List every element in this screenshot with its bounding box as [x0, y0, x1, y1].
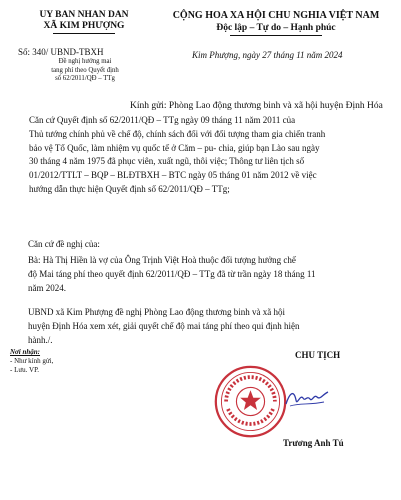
recipient-line: Kính gửi: Phòng Lao động thương binh và xã hội huyện Định Hóa: [130, 101, 383, 111]
handwritten-signature-icon: [284, 386, 330, 412]
paragraph-line: UBND xã Kim Phượng đề nghị Phòng Lao động thương binh và xã hội: [28, 307, 286, 317]
paragraph-line: hướng dẫn thực hiện Quyết định số 62/2011/QĐ – TTg;: [29, 183, 230, 194]
legal-basis-paragraph: [29, 114, 325, 197]
place-and-date: Kim Phượng, ngày 27 tháng 11 năm 2024: [192, 50, 343, 60]
national-header: [160, 10, 392, 36]
request-paragraph: [28, 306, 299, 347]
document-number: Số: 340/ UBND-TBXH: [18, 47, 104, 57]
official-seal-icon: [213, 364, 288, 439]
paragraph-line: bảo vệ Tổ Quốc, làm nhiệm vụ quốc tế ở Căm – pu- chia, giúp bạn Lào sau ngày: [29, 142, 320, 153]
recipients-block: [10, 348, 53, 375]
national-motto: Độc lập – Tự do – Hạnh phúc: [216, 23, 336, 33]
paragraph-line: năm 2024.: [28, 282, 66, 293]
summary-line: Đề nghị hưởng mai: [58, 58, 112, 65]
document-summary: [20, 58, 150, 84]
paragraph-line: 01/2012/TTLT – BQP – BLĐTBXH – BTC ngày 05 tháng 01 năm 2012 về việc: [29, 170, 317, 181]
beneficiary-paragraph: [28, 254, 316, 295]
paragraph-line: Thủ tướng chính phủ về chế độ, chính sách đối với đối tượng tham gia chiến tranh: [29, 128, 326, 139]
paragraph-line: Căn cứ Quyết định số 62/2011/QĐ – TTg ngày 09 tháng 11 năm 2011 của: [29, 115, 296, 125]
recipients-item: - Lưu. VP.: [10, 366, 39, 374]
paragraph-line: độ Mai táng phí theo quyết định 62/2011/QĐ – TTg đã từ trần ngày 18 tháng 11: [28, 268, 316, 279]
paragraph-line: Bà: Hà Thị Hiền là vợ của Ông Trịnh Việt Hoà thuộc đối tượng hưởng chế: [28, 255, 296, 265]
summary-line: số 62/2011/QĐ – TTg: [55, 75, 115, 83]
national-title: CỘNG HOA XA HỘI CHU NGHIA VIỆT NAM: [172, 10, 380, 21]
recipients-title: Nơi nhận:: [10, 348, 41, 356]
recipients-item: - Như kính gửi,: [10, 357, 54, 365]
summary-line: tang phí theo Quyết định: [51, 66, 119, 74]
paragraph-line: huyện Định Hóa xem xét, giải quyết chế độ mai táng phí theo qui định hiện: [28, 320, 300, 331]
issuing-authority: [14, 10, 154, 34]
paragraph-line: hành./.: [28, 334, 53, 345]
signer-position: CHU TỊCH: [295, 350, 341, 360]
authority-line-1: UY BAN NHAN DAN: [39, 10, 129, 20]
signer-name: Trương Anh Tú: [283, 438, 344, 448]
authority-underline: [53, 33, 115, 34]
authority-line-2: XÃ KIM PHƯỢNG: [43, 21, 125, 31]
request-basis-line: Căn cứ đề nghị của:: [28, 239, 100, 249]
paragraph-line: 30 tháng 4 năm 1975 đã phục viên, xuất ngũ, thôi việc; Thông tư liên tịch số: [29, 156, 305, 167]
motto-underline: [230, 35, 322, 36]
